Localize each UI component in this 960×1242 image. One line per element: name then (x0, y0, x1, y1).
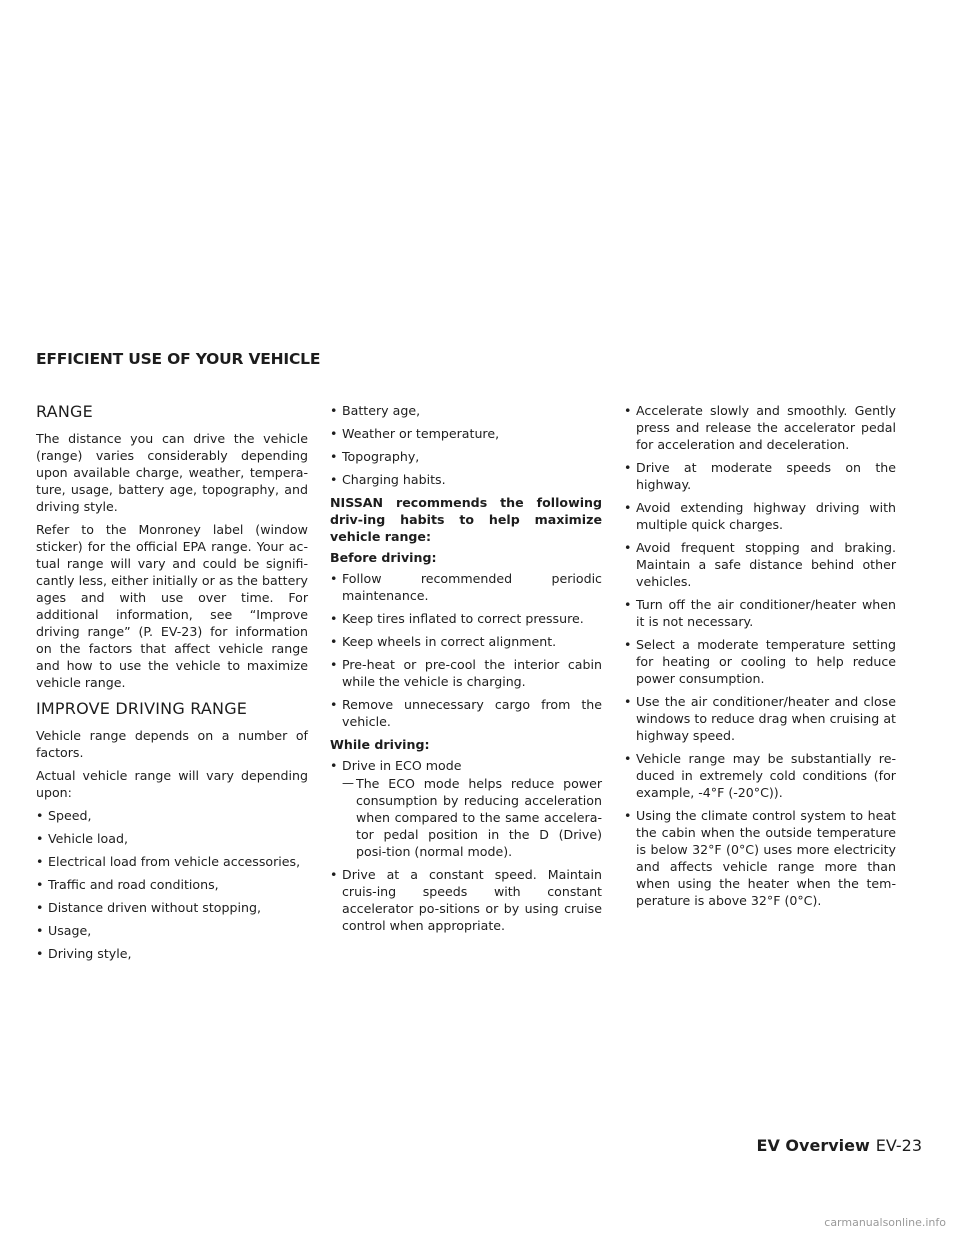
chapter-name: EV Overview (756, 1136, 870, 1155)
list-item: • Pre-heat or pre-cool the interior cabin while the vehicle is charging. (330, 656, 602, 690)
list-item: • Usage, (36, 922, 308, 939)
sub-list-item: — The ECO mode helps reduce power consumption by reducing acceleration when compared to the same accelera-tor pedal position in the D (Drive) posi-tion (normal mode). (342, 775, 602, 860)
column-1 (36, 402, 308, 968)
column-2 (330, 402, 602, 940)
list-item: • Electrical load from vehicle accessories, (36, 853, 308, 870)
list-item: • Avoid extending highway driving with multiple quick charges. (624, 499, 896, 533)
list-item-eco-mode (330, 757, 602, 860)
eco-mode-sublist (342, 775, 602, 860)
list-item: • Distance driven without stopping, (36, 899, 308, 916)
list-item: • Battery age, (330, 402, 602, 419)
list-item: • Follow recommended periodic maintenance. (330, 570, 602, 604)
before-driving-list (330, 570, 602, 730)
list-item: • Accelerate slowly and smoothly. Gently press and release the accelerator pedal for acceleration and deceleration. (624, 402, 896, 453)
while-driving-list-continued (624, 402, 896, 909)
range-factors-list-continued (330, 402, 602, 488)
list-item: • Drive at a constant speed. Maintain cruis-ing speeds with constant accelerator po-sitions or by using cruise control when appropriate. (330, 866, 602, 934)
list-item: • Traffic and road conditions, (36, 876, 308, 893)
list-item: • Topography, (330, 448, 602, 465)
list-item: • Avoid frequent stopping and braking. Maintain a safe distance behind other vehicles. (624, 539, 896, 590)
eco-mode-label: Drive in ECO mode (342, 758, 462, 773)
list-item: • Vehicle load, (36, 830, 308, 847)
while-driving-heading: While driving: (330, 737, 430, 752)
improve-paragraph-1: Vehicle range depends on a number of factors. (36, 728, 308, 760)
page-footer (757, 1136, 922, 1155)
range-factors-list (36, 807, 308, 962)
list-item: • Driving style, (36, 945, 308, 962)
column-3 (624, 402, 896, 915)
list-item: • Weather or temperature, (330, 425, 602, 442)
section-title: EFFICIENT USE OF YOUR VEHICLE (36, 350, 321, 368)
while-driving-list (330, 757, 602, 934)
list-item: • Charging habits. (330, 471, 602, 488)
page-number: EV-23 (875, 1136, 922, 1155)
list-item: • Turn off the air conditioner/heater when it is not necessary. (624, 596, 896, 630)
range-heading: RANGE (36, 402, 93, 421)
improve-paragraph-2: Actual vehicle range will vary depending upon: (36, 768, 308, 800)
list-item: • Keep wheels in correct alignment. (330, 633, 602, 650)
list-item: • Speed, (36, 807, 308, 824)
watermark: carmanualsonline.info (824, 1216, 946, 1229)
list-item: • Remove unnecessary cargo from the vehicle. (330, 696, 602, 730)
list-item: • Using the climate control system to heat the cabin when the outside temperature is below 32°F (0°C) uses more electricity and affects vehicle range more than when using the heater when the tem-perature is above 32°F (0°C). (624, 807, 896, 909)
list-item: • Select a moderate temperature setting for heating or cooling to help reduce power consumption. (624, 636, 896, 687)
improve-range-heading: IMPROVE DRIVING RANGE (36, 699, 248, 718)
recommendation-heading: NISSAN recommends the following driv-ing habits to help maximize vehicle range: (330, 495, 602, 544)
list-item: • Drive at moderate speeds on the highway. (624, 459, 896, 493)
list-item: • Keep tires inflated to correct pressure. (330, 610, 602, 627)
range-paragraph-1: The distance you can drive the vehicle (range) varies considerably depending upon available charge, weather, tempera-ture, usage, battery age, topography, and driving style. (36, 431, 308, 514)
range-paragraph-2: Refer to the Monroney label (window sticker) for the official EPA range. Your ac-tual range will vary and could be signifi-cantly less, either initially or as the battery ages and with use over time. For additional information, see “Improve driving range” (P. EV-23) for information on the factors that affect vehicle range and how to use the vehicle to maximize vehicle range. (36, 522, 308, 690)
list-item: • Use the air conditioner/heater and close windows to reduce drag when cruising at highway speed. (624, 693, 896, 744)
before-driving-heading: Before driving: (330, 550, 437, 565)
list-item: • Vehicle range may be substantially re-duced in extremely cold conditions (for example, -4°F (-20°C)). (624, 750, 896, 801)
